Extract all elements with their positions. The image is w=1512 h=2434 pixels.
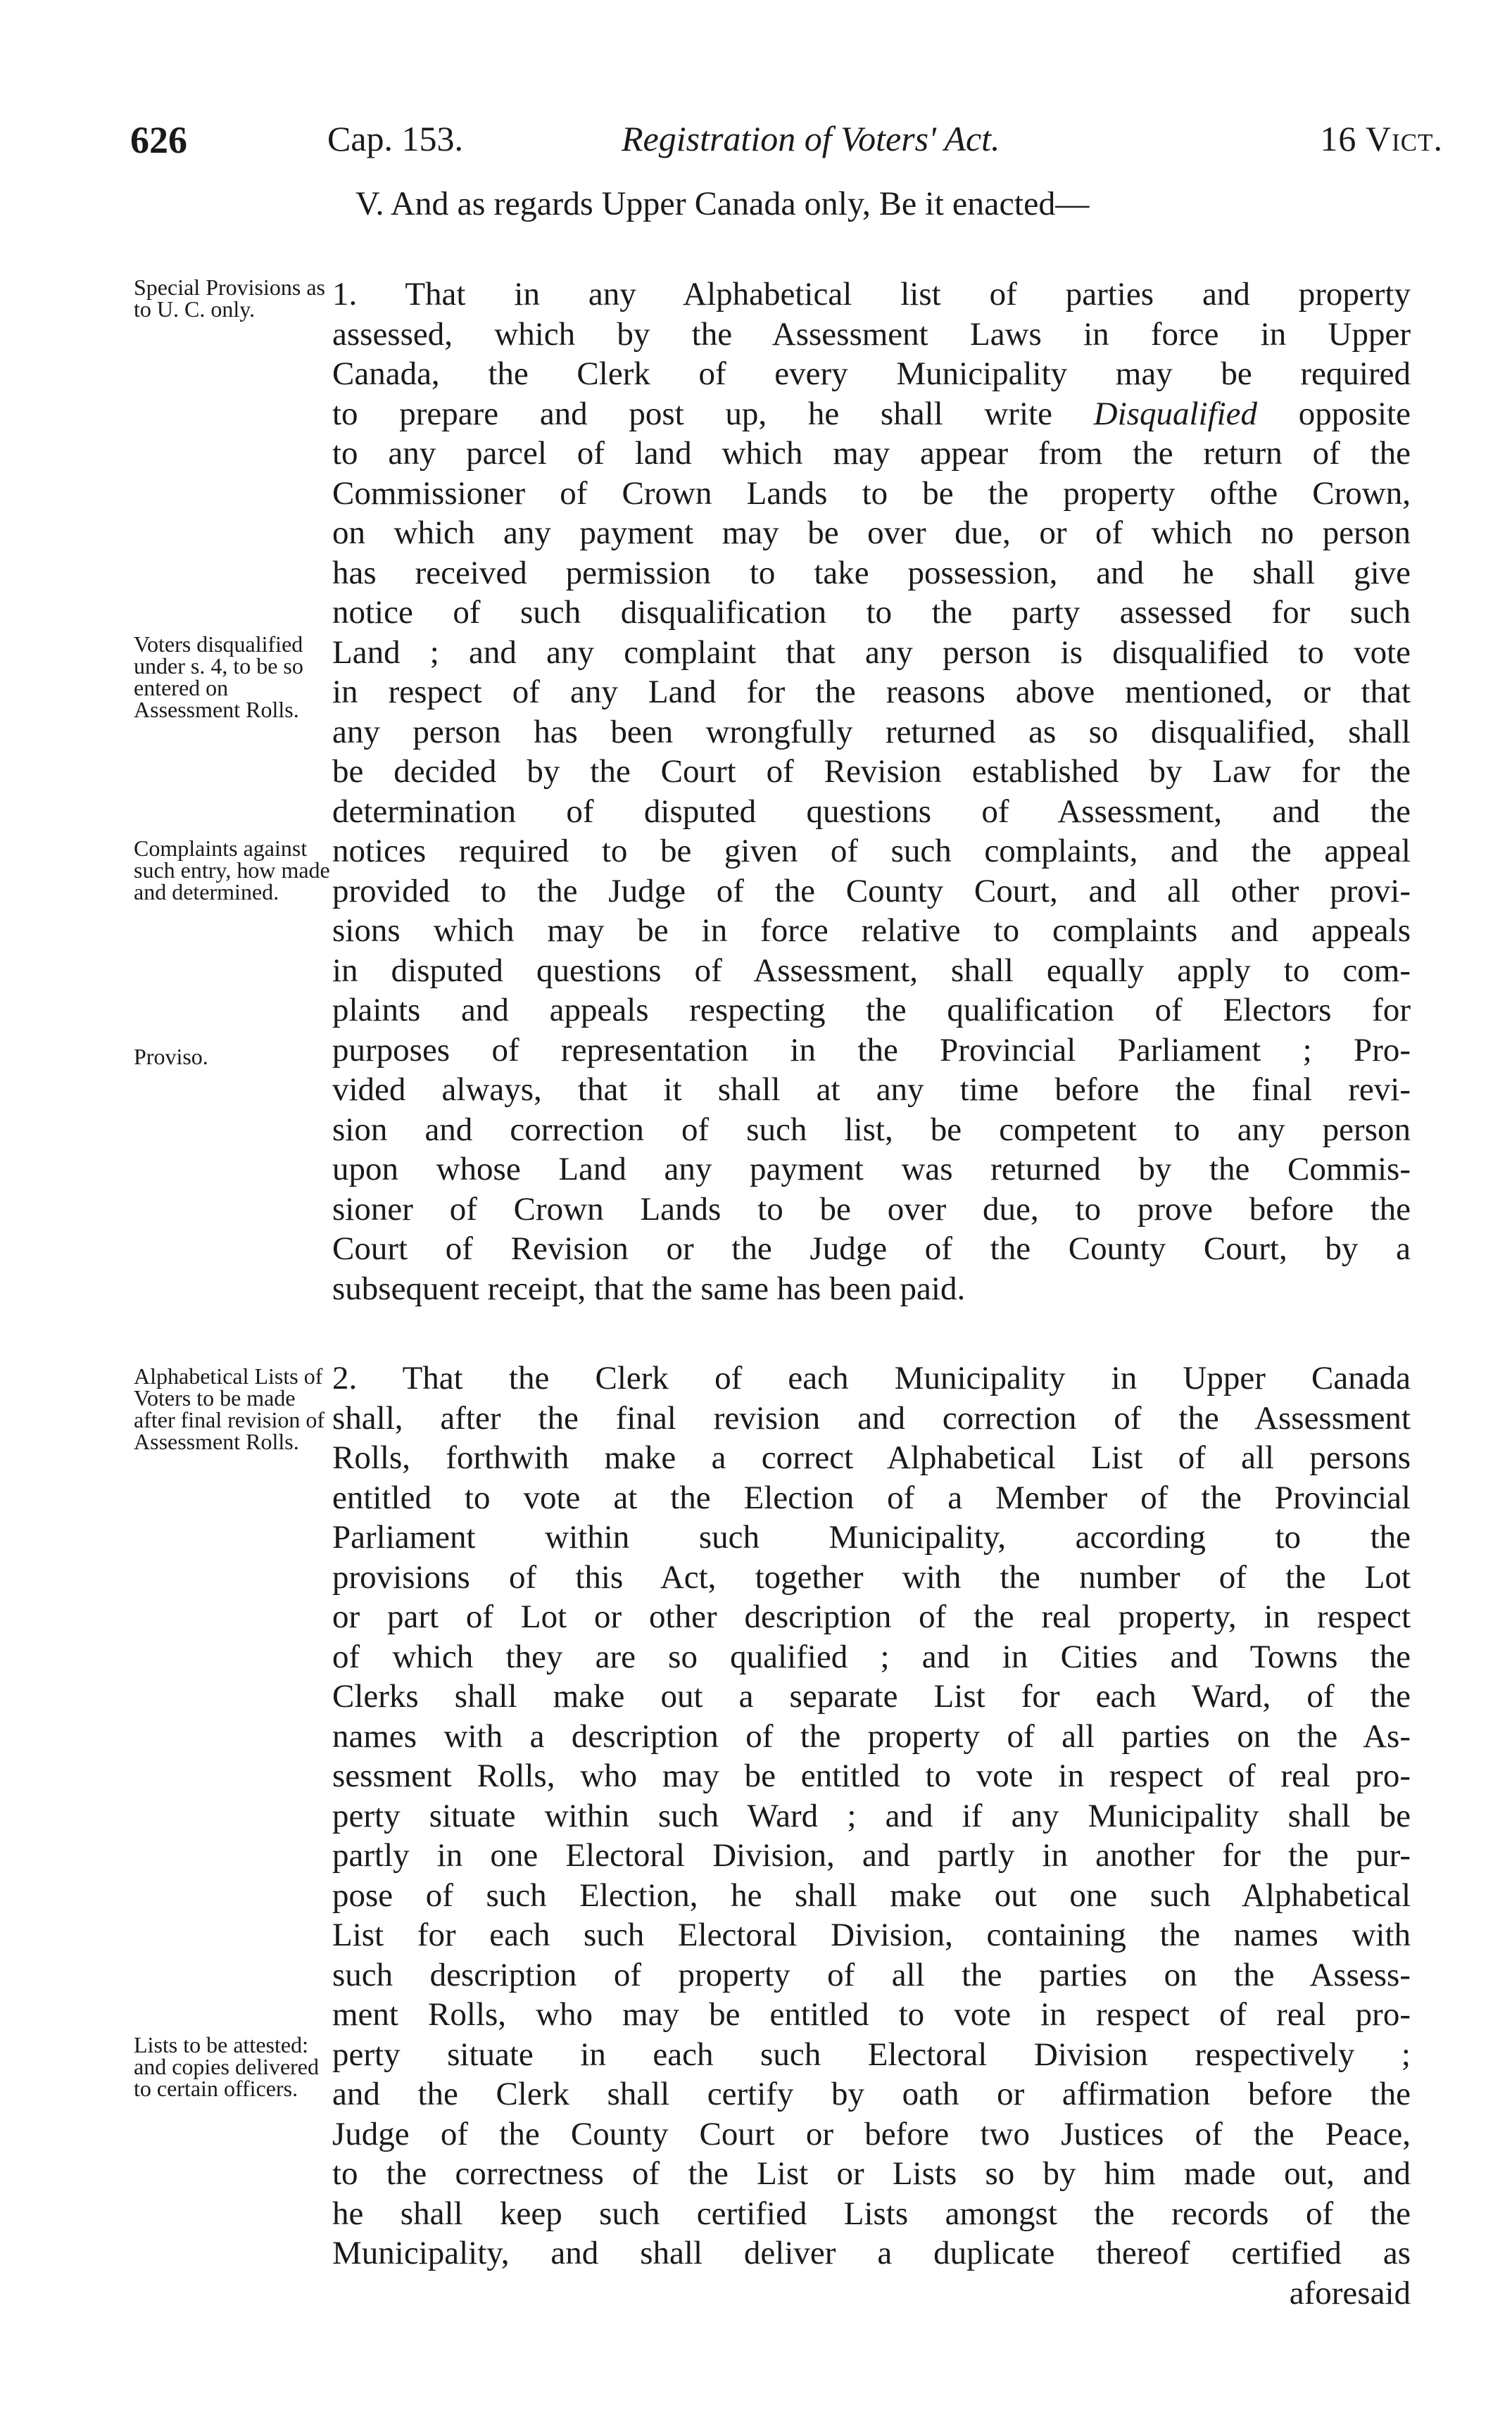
text-line: has received permission to take possession, and he shall give bbox=[332, 554, 1411, 591]
text-line: sions which may be in force relative to complaints and appeals bbox=[332, 912, 1411, 949]
margin-note-special-provisions: Special Provisions as to U. C. only. bbox=[134, 275, 325, 322]
text-line: provided to the Judge of the County Court, and all other provi- bbox=[332, 872, 1411, 909]
text-line: perty situate in each such Electoral Division respectively ; bbox=[332, 2036, 1411, 2073]
text-line: entitled to vote at the Election of a Member of the Provincial bbox=[332, 1479, 1411, 1516]
text-line: ment Rolls, who may be entitled to vote in respect of real pro- bbox=[332, 1996, 1411, 2033]
text-line: or part of Lot or other description of the real property, in respect bbox=[332, 1599, 1411, 1635]
text-line: sioner of Crown Lands to be over due, to prove before the bbox=[332, 1190, 1411, 1228]
text-line: to any parcel of land which may appear from the return of the bbox=[332, 435, 1411, 472]
text-line: Judge of the County Court or before two Justices of the Peace, bbox=[332, 2115, 1411, 2152]
text-line: 1. That in any Alphabetical list of parties and property bbox=[332, 276, 1411, 313]
text-line: vided always, that it shall at any time before the final revi- bbox=[332, 1071, 1411, 1108]
text-line: in disputed questions of Assessment, shall equally apply to com- bbox=[332, 952, 1411, 989]
text-line: pose of such Election, he shall make out one such Alphabetical bbox=[332, 1877, 1411, 1914]
text-line: Municipality, and shall deliver a duplicate thereof certified as bbox=[332, 2235, 1411, 2271]
text-line: notice of such disqualification to the party assessed for such bbox=[332, 594, 1411, 631]
text-line: sion and correction of such list, be competent to any person bbox=[332, 1111, 1411, 1148]
text-line: partly in one Electoral Division, and partly in another for the pur- bbox=[332, 1837, 1411, 1874]
text-line: Rolls, forthwith make a correct Alphabetical List of all persons bbox=[332, 1439, 1411, 1476]
section-heading: V. And as regards Upper Canada only, Be it enacted— bbox=[355, 185, 1090, 222]
chapter-number: Cap. 153. bbox=[327, 119, 464, 158]
page-number: 626 bbox=[130, 119, 187, 161]
text-line: Clerks shall make out a separate List for each Ward, of the bbox=[332, 1678, 1411, 1715]
text-line: purposes of representation in the Provincial Parliament ; Pro- bbox=[332, 1031, 1411, 1068]
text-line: notices required to be given of such complaints, and the appeal bbox=[332, 833, 1411, 869]
paragraph-2 bbox=[332, 1358, 1411, 2313]
text-line: Court of Revision or the Judge of the County Court, by a bbox=[332, 1230, 1411, 1267]
paragraph-1 bbox=[332, 275, 1411, 1309]
text-line: any person has been wrongfully returned as so disqualified, shall bbox=[332, 713, 1411, 750]
text-line: Commissioner of Crown Lands to be the property ofthe Crown, bbox=[332, 474, 1411, 512]
text-line: Canada, the Clerk of every Municipality may be required bbox=[332, 355, 1411, 392]
text-line: upon whose Land any payment was returned by the Commis- bbox=[332, 1151, 1411, 1187]
text-line: on which any payment may be over due, or of which no person bbox=[332, 515, 1411, 551]
text-fragment: opposite bbox=[1298, 395, 1411, 432]
text-line: be decided by the Court of Revision established by Law for the bbox=[332, 753, 1411, 790]
text-line: List for each such Electoral Division, containing the names with bbox=[332, 1917, 1411, 1953]
text-line: assessed, which by the Assessment Laws in force in Upper bbox=[332, 315, 1411, 353]
text-line: determination of disputed questions of Assessment, and the bbox=[332, 793, 1411, 830]
text-line: subsequent receipt, that the same has been paid. bbox=[332, 1270, 966, 1307]
act-title: Registration of Voters' Act. bbox=[622, 119, 1000, 158]
text-line: provisions of this Act, together with the number of the Lot bbox=[332, 1558, 1411, 1596]
margin-note-lists-attested: Lists to be attested: and copies delivered to certain officers. bbox=[134, 2032, 319, 2101]
text-line: names with a description of the property of all parties on the As- bbox=[332, 1717, 1411, 1755]
italic-word: Disqualified bbox=[1093, 395, 1258, 432]
regnal-year: 16 Vict. bbox=[1320, 119, 1443, 158]
margin-note-alphabetical-lists: Alphabetical Lists of Voters to be made after final revision of Assessment Rolls. bbox=[134, 1363, 325, 1454]
text-line-with-italic bbox=[332, 394, 1411, 434]
margin-note-complaints: Complaints against such entry, how made and determined. bbox=[134, 835, 330, 904]
text-line: to the correctness of the List or Lists so by him made out, and bbox=[332, 2155, 1411, 2192]
margin-note-proviso: Proviso. bbox=[134, 1044, 208, 1069]
margin-note-voters-disqualified: Voters disqualified under s. 4, to be so entered on Assessment Rolls. bbox=[134, 631, 303, 722]
catchword: aforesaid bbox=[1289, 2274, 1411, 2312]
text-line: of which they are so qualified ; and in Cities and Towns the bbox=[332, 1638, 1411, 1675]
text-line: Land ; and any complaint that any person is disqualified to vote bbox=[332, 633, 1411, 671]
text-line: he shall keep such certified Lists amongst the records of the bbox=[332, 2195, 1411, 2232]
text-line: in respect of any Land for the reasons above mentioned, or that bbox=[332, 674, 1411, 710]
text-line: plaints and appeals respecting the qualification of Electors for bbox=[332, 992, 1411, 1028]
text-line: perty situate within such Ward ; and if any Municipality shall be bbox=[332, 1797, 1411, 1834]
text-line: 2. That the Clerk of each Municipality in Upper Canada bbox=[332, 1360, 1411, 1396]
text-line: and the Clerk shall certify by oath or affirmation before the bbox=[332, 2076, 1411, 2112]
text-line: such description of property of all the parties on the Assess- bbox=[332, 1956, 1411, 1993]
text-line: Parliament within such Municipality, according to the bbox=[332, 1519, 1411, 1556]
running-header bbox=[116, 118, 1443, 168]
text-fragment: to prepare and post up, he shall write bbox=[332, 395, 1052, 432]
text-line: sessment Rolls, who may be entitled to vote in respect of real pro- bbox=[332, 1758, 1411, 1794]
text-line: shall, after the final revision and correction of the Assessment bbox=[332, 1399, 1411, 1437]
